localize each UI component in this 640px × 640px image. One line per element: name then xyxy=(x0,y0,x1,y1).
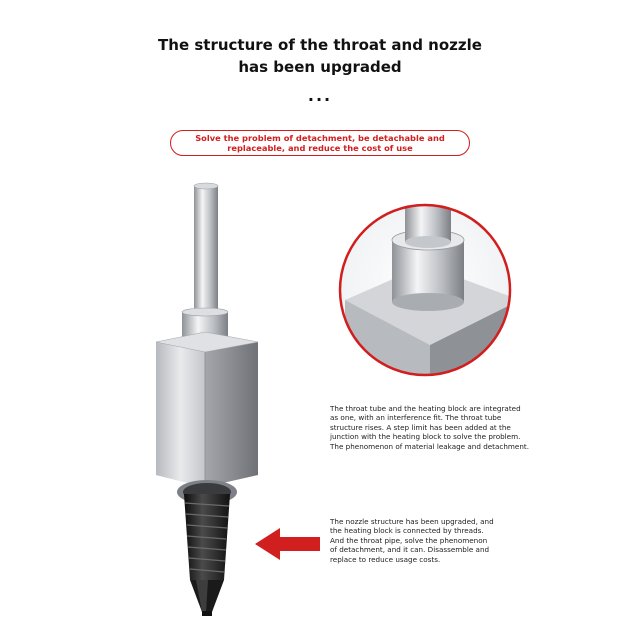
throat-tube xyxy=(182,183,228,342)
callout-line: The phenomenon of material leakage and detachment. xyxy=(330,441,529,451)
red-arrow-left-icon xyxy=(255,528,320,560)
callout-nozzle xyxy=(330,517,494,564)
callout-line: junction with the heating block to solve the problem. xyxy=(330,432,521,442)
callout-line: the heating block is connected by threads. xyxy=(330,526,484,536)
title-line-2: has been upgraded xyxy=(238,58,402,76)
callout-line: The nozzle structure has been upgraded, and xyxy=(330,517,494,526)
callout-line: of detachment, and it can. Disassemble and xyxy=(330,545,490,555)
nozzle xyxy=(184,494,230,616)
divider-dots: ... xyxy=(307,86,333,105)
callout-line: structure rises. A step limit has been added at the xyxy=(330,422,511,432)
callout-line: replace to reduce usage costs. xyxy=(330,554,441,564)
callout-throat-tube xyxy=(330,404,529,451)
title-line-1: The structure of the throat and nozzle xyxy=(158,36,482,54)
heating-block xyxy=(156,332,258,487)
callout-line: And the throat pipe, solve the phenomenon xyxy=(330,535,488,545)
callout-line: as one, with an interference fit. The throat tube xyxy=(330,413,502,423)
callout-line: The throat tube and the heating block are integrated xyxy=(330,404,521,413)
banner-line-2: replaceable, and reduce the cost of use xyxy=(227,143,413,153)
banner-line-1: Solve the problem of detachment, be detachable and xyxy=(195,133,445,143)
magnified-detail xyxy=(340,190,520,400)
